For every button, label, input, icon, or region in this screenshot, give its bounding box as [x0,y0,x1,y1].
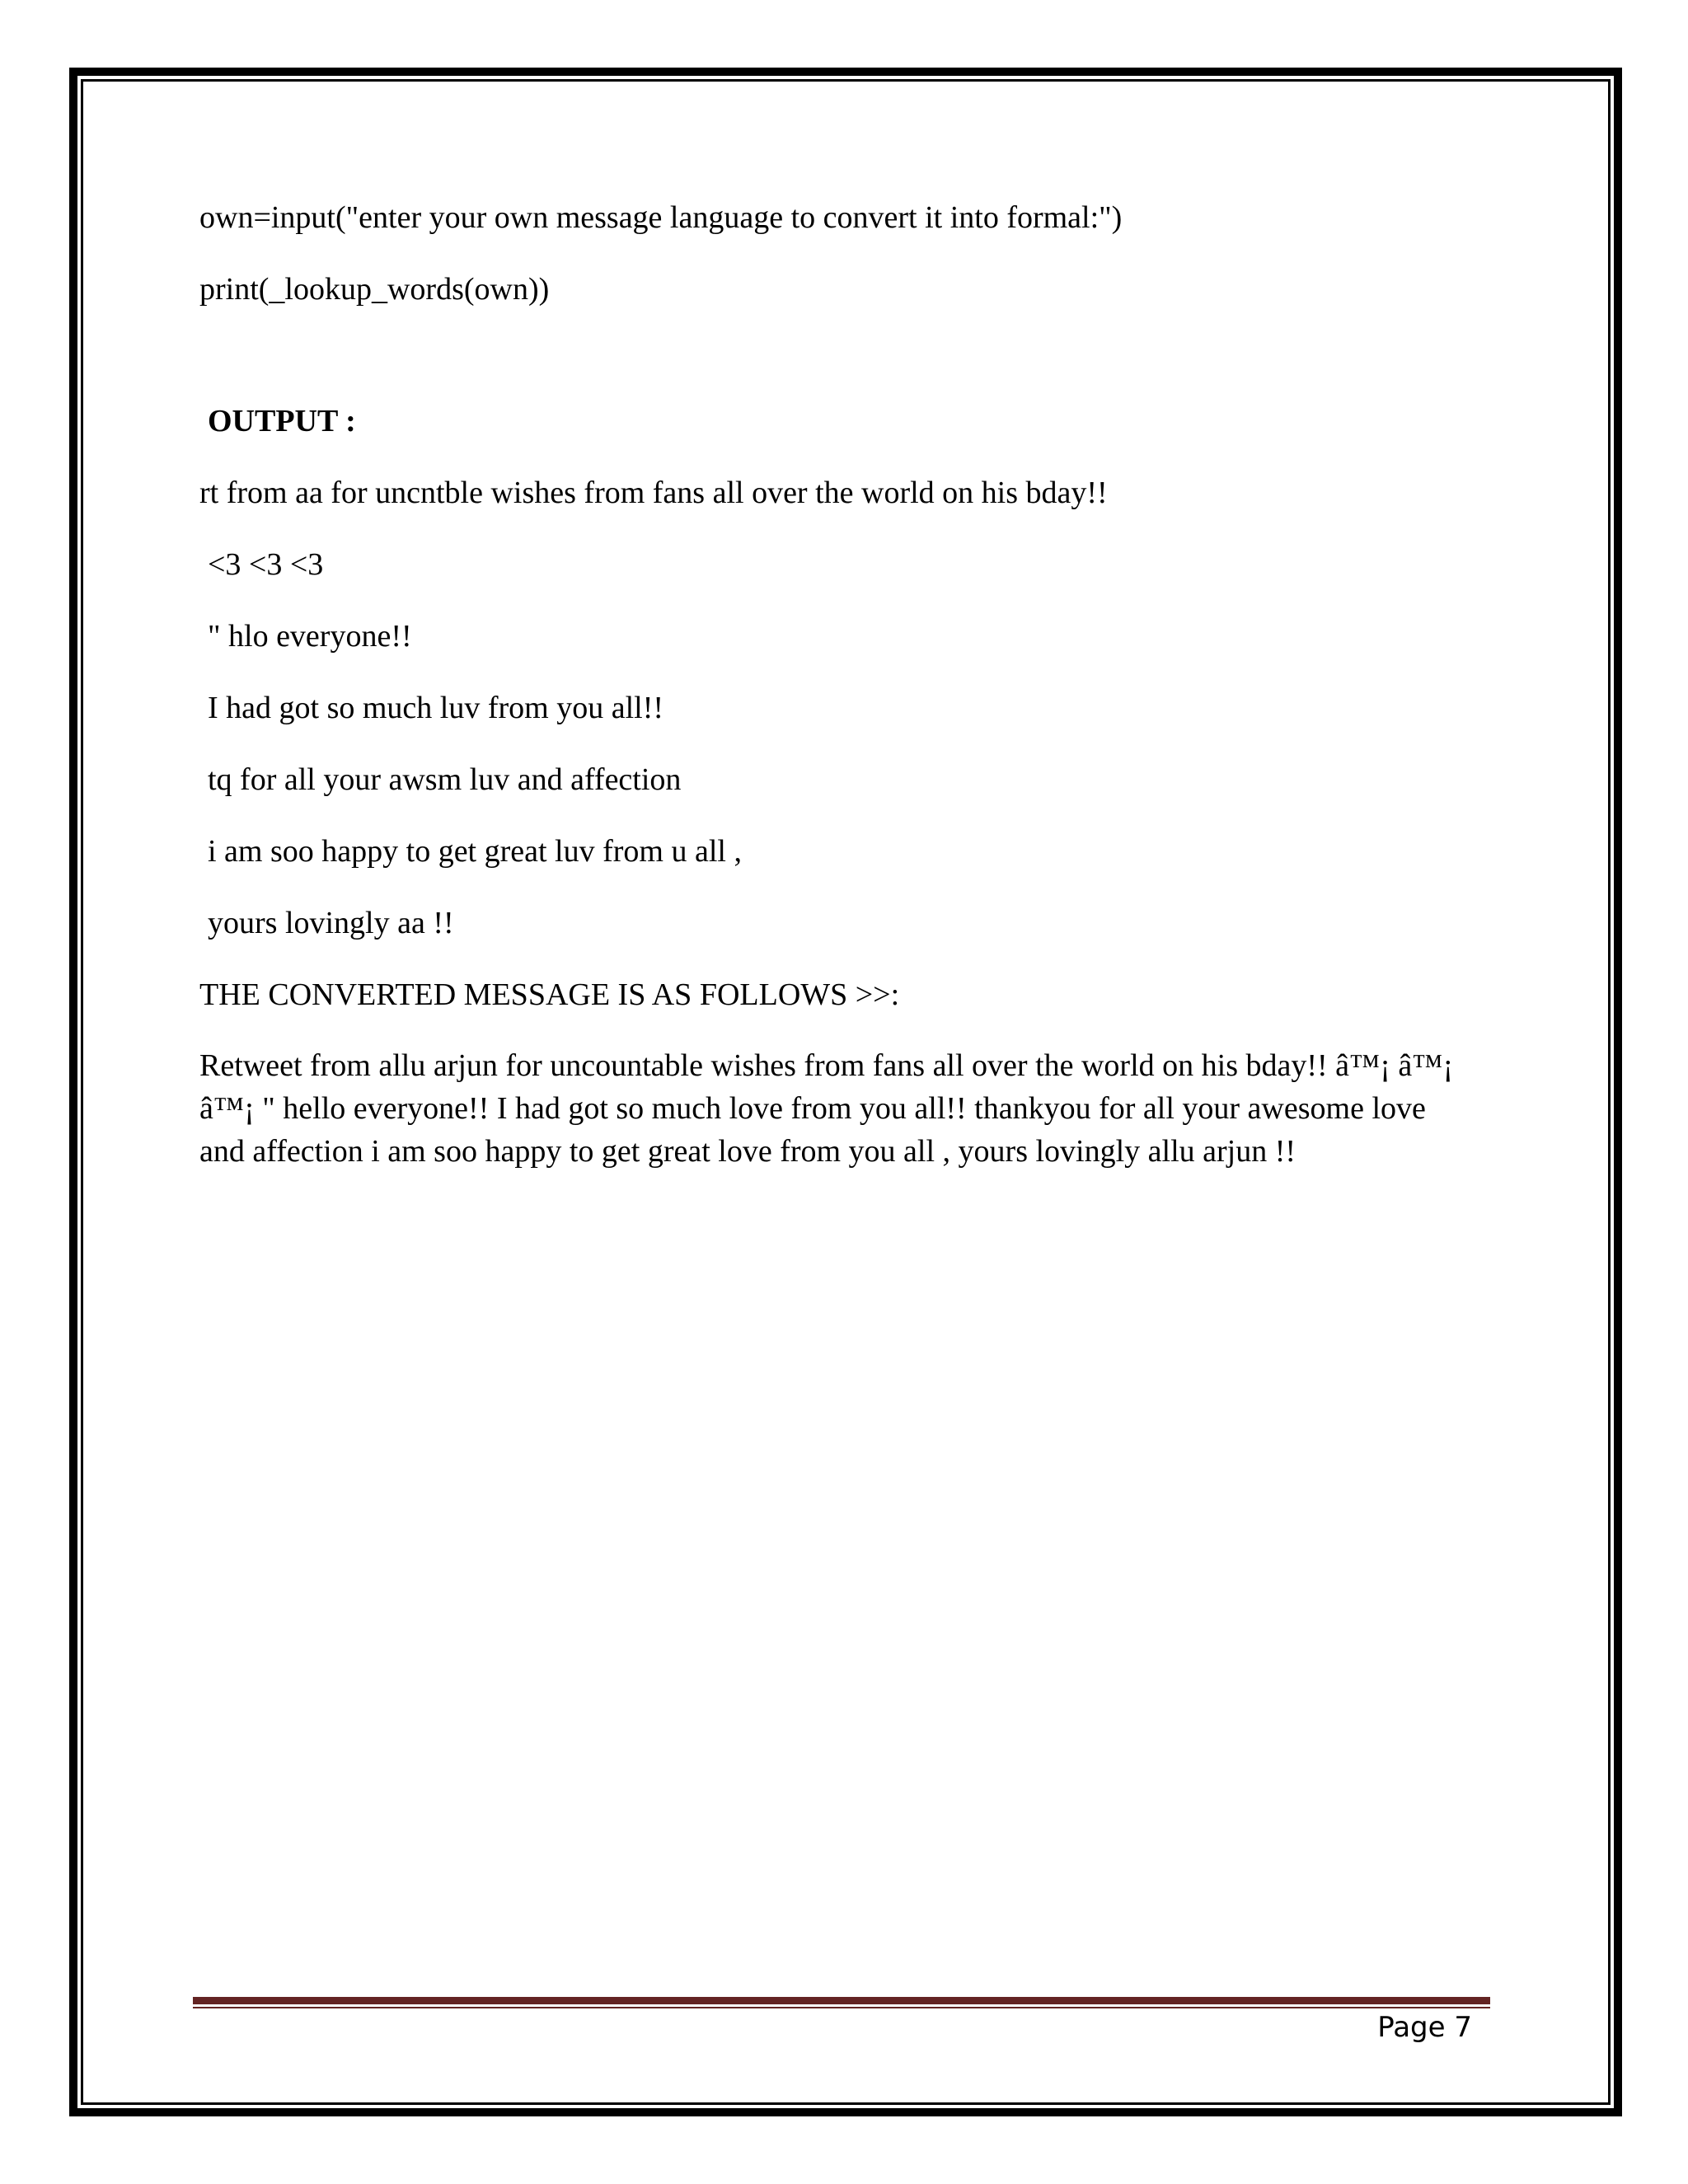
output-heading: OUTPUT : [208,404,356,438]
output-line-3: " hlo everyone!! [208,619,412,654]
output-line-1: rt from aa for uncntble wishes from fans all over the world on his bday!! [199,476,1108,510]
output-line-2: <3 <3 <3 [208,547,324,582]
output-line-7: yours lovingly aa !! [208,906,454,940]
footer-rule-thin [193,2007,1490,2008]
document-body [199,196,1469,1173]
code-line-print: print(_lookup_words(own)) [199,272,550,307]
footer-rule [193,1997,1490,2004]
code-line-input: own=input("enter your own message language to convert it into formal:") [199,200,1123,235]
output-line-5: tq for all your awsm luv and affection [208,762,682,797]
converted-message-label: THE CONVERTED MESSAGE IS AS FOLLOWS >>: [199,977,900,1012]
output-line-4: I had got so much luv from you all!! [208,691,664,725]
page-number: Page 7 [1377,2011,1472,2044]
converted-message-text: Retweet from allu arjun for uncountable wishes from fans all over the world on his bday!! â™¡ â™¡ â™¡ " hello everyone!! I had got so much love from you all!! thankyou for all your awesome love and affection i am soo happy to get great love from you all , yours lovingly allu arjun !! [199,1048,1461,1169]
output-line-6: i am soo happy to get great luv from u all , [208,834,742,869]
